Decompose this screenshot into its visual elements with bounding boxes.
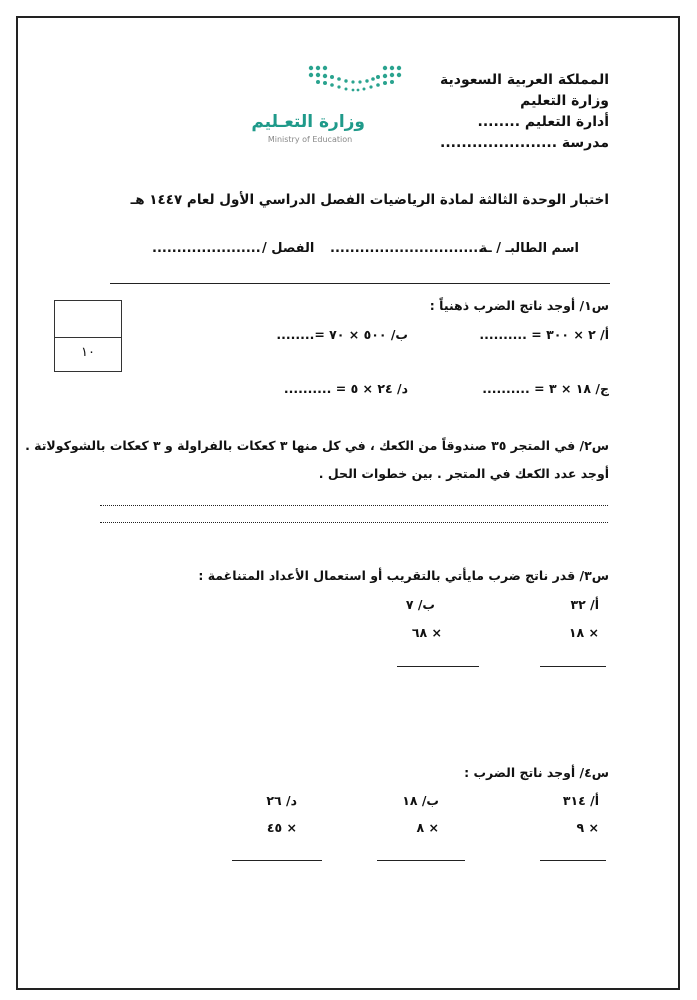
ministry-logo [251,62,415,152]
logo-arabic-text: وزارة التعـليم [251,112,365,132]
q1-part-c: ج/ ١٨ × ٣ = .......... [482,381,609,396]
q4-d-bottom: × ٤٥ [266,820,297,835]
exam-title: اختبار الوحدة الثالثة لمادة الرياضيات الفصل الدراسي الأول لعام ١٤٤٧ هـ [130,192,609,208]
page-border [16,16,680,990]
q2-instruction: أوجد عدد الكعك في المتجر . بين خطوات الحل . [318,466,609,481]
q4-title: س٤/ أوجد ناتج الضرب : [464,765,609,780]
student-name-blank[interactable]: ................................ [330,241,489,256]
q1-title: س١/ أوجد ناتج الضرب ذهنياً : [429,298,609,313]
header-directorate: أدارة التعليم ........ [477,114,609,130]
q4-b-answer-line[interactable] [377,860,465,861]
class-label: الفصل / [262,241,315,256]
q4-a-bottom: × ٩ [576,820,599,835]
q1-part-b: ب/ ٥٠٠ × ٧٠ =........ [276,327,408,342]
q4-b-bottom: × ٨ [416,820,439,835]
header-block [440,70,609,154]
header-school: مدرسة ...................... [440,135,609,151]
score-box [54,300,122,372]
q3-a-top: أ/ ٣٢ [570,597,599,612]
q4-b-top: ب/ ١٨ [402,793,439,808]
ministry-dots-icon [303,62,413,102]
q2-answer-line-2[interactable] [100,522,608,523]
header-ministry: وزارة التعليم [520,93,609,109]
q3-b-answer-line[interactable] [397,666,479,667]
header-divider [110,283,610,284]
q2-statement: س٢/ في المتجر ٣٥ صندوقاً من الكعك ، في كل منها ٣ كعكات بالفراولة و ٣ كعكات بالشوكولاتة . [25,438,609,453]
student-name-label: اسم الطالبـ / ـة [479,241,579,256]
q2-answer-line-1[interactable] [100,505,608,506]
q3-b-bottom: × ٦٨ [411,625,442,640]
header-kingdom: المملكة العربية السعودية [440,72,609,88]
q4-a-top: أ/ ٣١٤ [562,793,599,808]
q3-a-answer-line[interactable] [540,666,606,667]
q4-d-answer-line[interactable] [232,860,322,861]
q3-b-top: ب/ ٧ [405,597,435,612]
q3-title: س٣/ قدر ناتج ضرب مايأتي بالتقريب أو استعمال الأعداد المتناغمة : [198,568,609,583]
score-total: ١٠ [81,345,95,360]
q1-part-d: د/ ٢٤ × ٥ = .......... [283,381,408,396]
logo-english-text: Ministry of Education [267,135,353,144]
q3-a-bottom: × ١٨ [568,625,599,640]
class-blank[interactable]: ...................... [152,241,261,256]
q4-d-top: د/ ٢٦ [266,793,297,808]
q1-part-a: أ/ ٢ × ٣٠٠ = .......... [479,327,609,342]
q4-a-answer-line[interactable] [540,860,606,861]
